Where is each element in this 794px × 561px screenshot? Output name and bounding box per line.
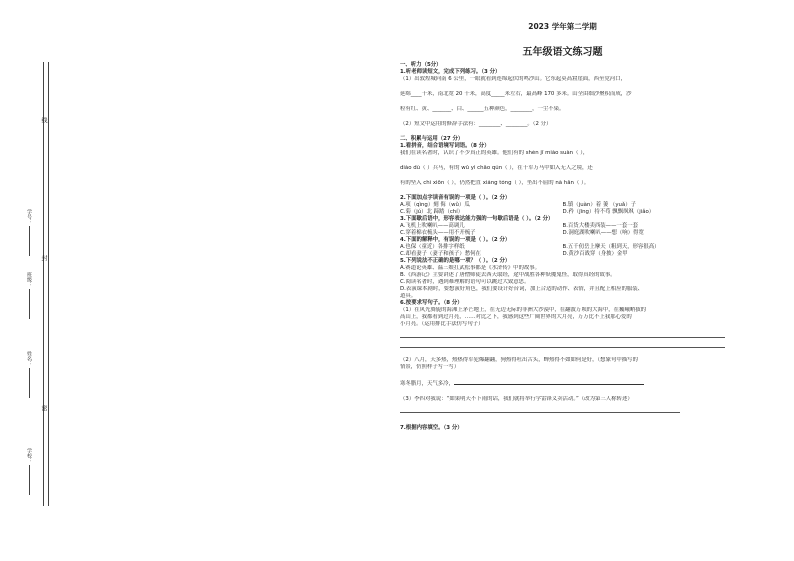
q4-option-a[interactable]: A.飞机上吹喇叭——高调儿 [400, 223, 465, 229]
q7-2-prompt: 寒冬腊月，天气多冷， [400, 381, 454, 387]
q6-option-a[interactable]: A.赛道论英雄、温三娘扛武松事都是《水浒传》中的故事。 [400, 265, 541, 271]
q7-1-line-3: 小月亮。（运用排比手法仿写句子） [400, 321, 484, 327]
binding-char-seal: 封 [40, 255, 47, 261]
q2-line-3[interactable]: 有的坚入 chì xiōn（ ），仍然把直 xiáng tóng（ ），坐出不屈的 nà hǎn（ ）。 [400, 180, 590, 186]
q1-line-1: （1）出敦煌城向南 6 公里，一眼就看到连绵起伏的鸣沙山。它东起莫高窟崖面，西至党河口， [400, 76, 626, 82]
q6-option-b[interactable]: B.《西游记》主要讲述了唐僧师徒去西天取经，途中战胜各种妖魔鬼怪，取得真经的故事。 [400, 272, 616, 278]
q7-3-line: （3）李四对我说：“如果明天不下雨的话，我们就将举行学雷锋义卖活动。”（改为第三人称转述） [400, 396, 633, 402]
q7-1-line-1: （1）在风光旖旎的海滩上茅芒地上，在无边无际的非洲大沙漠中，在翻波万顷的大海中，在巍峨峭拔的 [400, 307, 647, 313]
name-field[interactable] [26, 351, 32, 398]
q7-1-line-2: 高山上，我都看到过月亮，……对比之下，我感到这些广阔世界的大月亮，万万比不上我那心爱的 [400, 314, 632, 320]
q4-option-c[interactable]: C.穿着棉衣梳头——用不开梳子 [400, 230, 476, 236]
school-field[interactable] [26, 448, 32, 495]
answer-blank[interactable] [454, 379, 644, 385]
question-7: 6.按要求写句子。（8 分） [400, 300, 463, 306]
q1-line-2[interactable]: 延绵____千米，南北宽 20 千米，高度_____米左右，最高峰 170 多米。山全由细沙聚积而成，沙 [400, 91, 632, 97]
binding-line-inner [48, 62, 49, 506]
q3-option-a[interactable]: A.项（qìng）刻 侮（wǔ）瓜 [400, 202, 470, 208]
binding-line-outer [43, 62, 44, 506]
q2-line-1[interactable]: 我们在读名著时，认识了不少真正的英雄。他们有的 shén jī miào suàn（ ）， [400, 150, 589, 156]
binding-char-line: 线 [40, 117, 47, 123]
class-label: 班级： [26, 272, 32, 287]
q4-option-b[interactable]: B.百货大楼卖西装——一套一套 [562, 223, 638, 229]
q1-line-3[interactable]: 粒有红、黄、_______、白、______五种颜色，________，一尘不染。 [400, 106, 565, 112]
section-listening: 一、听力（5分） [400, 62, 442, 68]
school-label: 学校： [26, 448, 32, 463]
student-id-field[interactable] [26, 209, 32, 256]
name-label: 姓名： [26, 351, 32, 366]
question-5: 4.下面的解释中，有误的一项是（ ）。（2 分） [400, 237, 511, 243]
answer-line[interactable] [400, 337, 725, 338]
q6-option-d[interactable]: D.表演课本剧时，要想演好角色，我们要设计好台词，加上合适的动作、表情，并且配上相应的服装、 [400, 286, 644, 292]
q3-option-b[interactable]: B.镇（juàn）着 萋 （yuǎ）子 [562, 202, 637, 208]
section-accumulation: 二、积累与运用（27 分） [400, 136, 464, 142]
q6-option-c[interactable]: C.阅读名著时，遇到难理解的语句可以跳过大致意思。 [400, 279, 530, 285]
q1-line-4[interactable]: （2）短文中运用的修辞手法有：________、________。（2 分） [400, 121, 552, 127]
q7-2-line-2: 情景，仿照样子写一写） [400, 364, 460, 370]
q4-option-d[interactable]: D.洞庭湖吹喇叭——想（响）得宽 [562, 230, 644, 236]
q5-option-c[interactable]: C.却看妻子（妻子和孩子）愁何在 [400, 251, 481, 257]
question-2: 1.看拼音，结合语境写词语。（8 分） [400, 143, 490, 149]
question-6: 5.下列说法不正确的是哪一项？（ ）。（2 分） [400, 258, 511, 264]
exam-year: 2023 学年第二学期 [528, 22, 597, 31]
answer-line[interactable] [400, 347, 725, 348]
class-field[interactable] [26, 272, 32, 319]
q6-option-d-cont: 道具。 [400, 293, 417, 299]
question-8: 7.根据内容填空。（3 分） [400, 425, 463, 431]
answer-line[interactable] [400, 412, 680, 413]
q7-2-line-3[interactable] [400, 379, 725, 388]
q2-line-2[interactable]: diào dù（ ）兵马，有的 wǔ yì chāo qún（ ），在千军万马中如入无人之境，还 [400, 165, 593, 171]
q7-2-line-1: （2）八月，天多热，热热得军犯爆翻翻，狗热得吐出舌头，蝉热得不如如何是好，（想象句中描写的 [400, 357, 638, 363]
binding-char-secret: 密 [40, 405, 47, 411]
exam-title: 五年级语文练习题 [522, 47, 603, 58]
question-3: 2.下面加点字读音有误的一项是（ ）。（2 分） [400, 195, 511, 201]
question-1: 1.听老师读短文，完成下列练习。（3 分） [400, 69, 501, 75]
q5-option-d[interactable]: D.黄沙百战穿（身披）金甲 [562, 251, 628, 257]
q3-option-d[interactable]: D.矜（jīng）持不苟 飘飘飒飒（jiǎo） [562, 209, 655, 215]
student-id-label: 学号： [26, 209, 32, 224]
q5-option-b[interactable]: B.五千仞岳上摩天（粗到天，形容很高） [562, 244, 660, 250]
exam-content [400, 23, 725, 432]
q3-option-c[interactable]: C.菊（jú）北 蹄踏（chí） [400, 209, 464, 215]
question-4: 3.下面歇后语中，形容表达能力强的一句歇后语是（ ）。（2 分） [400, 216, 554, 222]
q5-option-a[interactable]: A.也保（童近）各排字样纸 [400, 244, 465, 250]
